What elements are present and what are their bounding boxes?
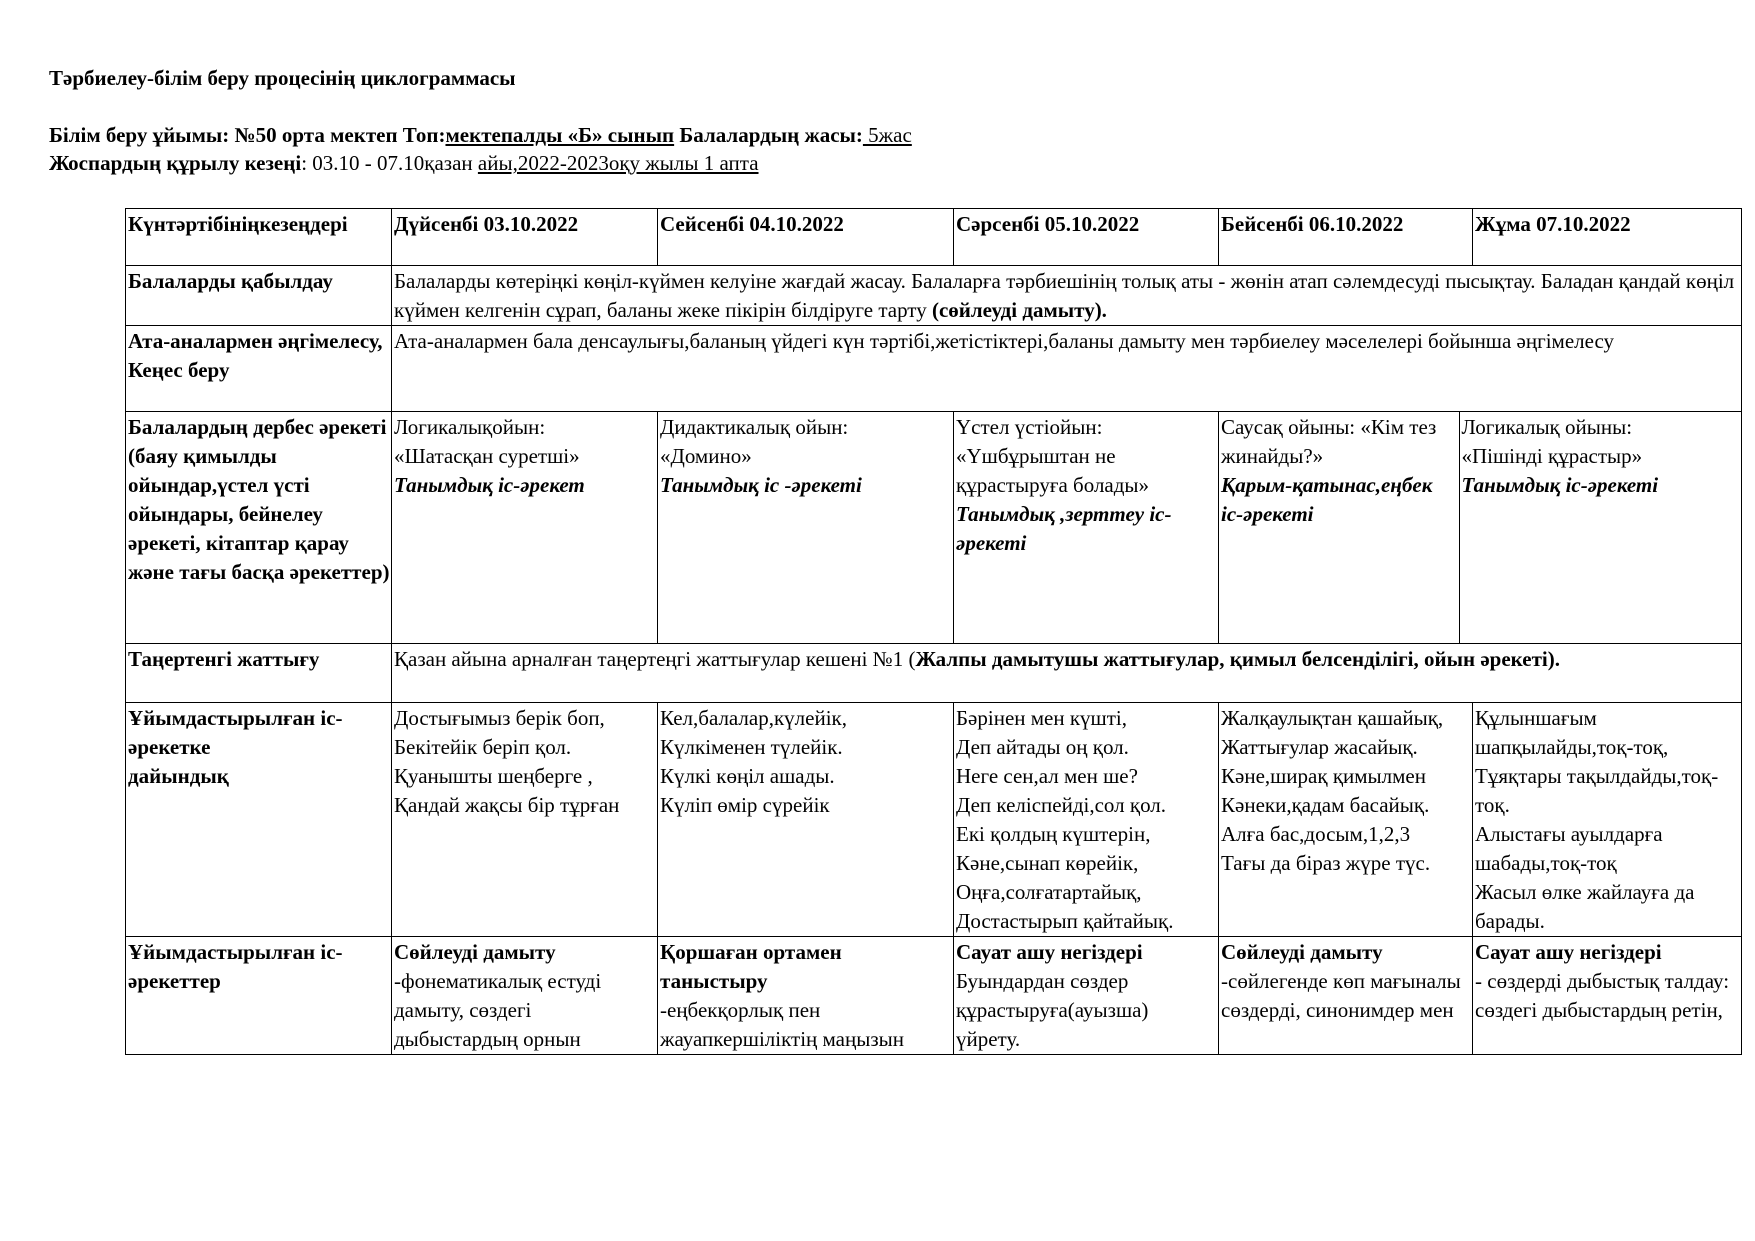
preparation-poem: Достығымыз берік боп, Бекітейік беріп қол. Қуанышты шеңберге , Қандай жақсы бір тұрған bbox=[392, 703, 658, 937]
age-value: 5жас bbox=[862, 123, 912, 147]
group-value: мектепалды «Б» сынып bbox=[445, 123, 675, 147]
stage-parents: Ата-аналармен әңгімелесу, Кеңес беру bbox=[126, 326, 392, 412]
independent-game: Үстел үстіойын: «Үшбұрыштан не құрастыруға болады» bbox=[956, 415, 1150, 497]
header-day: Бейсенбі 06.10.2022 bbox=[1219, 209, 1473, 266]
organized-subject: Сөйлеуді дамыту bbox=[394, 940, 556, 964]
organized-text: Буындардан сөздер құрастыруға(ауызша) үйрету. bbox=[956, 969, 1149, 1051]
org-label: Білім беру ұйымы: №50 орта мектеп Топ: bbox=[49, 123, 446, 147]
independent-activity: Танымдық іс -әрекеті bbox=[660, 473, 862, 497]
independent-game: Саусақ ойыны: «Кім тез жинайды?» bbox=[1221, 415, 1437, 468]
organized-cell bbox=[658, 937, 954, 1055]
independent-game: Логикалық ойыны: «Пішінді құрастыр» bbox=[1461, 415, 1643, 468]
period-label: Жоспардың құрылу кезеңі bbox=[49, 151, 302, 175]
independent-cell bbox=[658, 412, 954, 644]
organized-subject: Қоршаған ортамен таныстыру bbox=[660, 940, 842, 993]
organized-cell bbox=[954, 937, 1219, 1055]
table-header-row bbox=[126, 209, 1742, 266]
organized-text: -фонематикалық естуді дамыту, сөздегі дыбыстардың орнын bbox=[394, 969, 602, 1051]
table-row bbox=[126, 644, 1742, 703]
independent-split-cell bbox=[1219, 412, 1742, 644]
age-label: Балалардың жасы: bbox=[674, 123, 863, 147]
independent-activity: Танымдық іс-әрекет bbox=[394, 473, 585, 497]
independent-cell bbox=[1219, 412, 1459, 643]
organized-cell bbox=[392, 937, 658, 1055]
morning-bold: Жалпы дамытушы жаттығулар, қимыл белсенділігі, ойын әрекеті). bbox=[915, 647, 1560, 671]
header-stage: Күнтәртібініңкезеңдері bbox=[126, 209, 392, 266]
table-row bbox=[126, 703, 1742, 937]
morning-text: Қазан айына арналған таңертеңгі жаттығулар кешені №1 ( bbox=[394, 647, 916, 671]
meta-organization-line bbox=[49, 123, 912, 148]
page-title: Тәрбиелеу-білім беру процесінің циклограммасы bbox=[49, 66, 516, 90]
header-day: Сейсенбі 04.10.2022 bbox=[658, 209, 954, 266]
organized-subject: Сауат ашу негіздері bbox=[956, 940, 1143, 964]
reception-bold: (сөйлеуді дамыту). bbox=[931, 298, 1107, 322]
morning-text-cell bbox=[392, 644, 1742, 703]
independent-activity: Танымдық іс-әрекеті bbox=[1461, 473, 1659, 497]
independent-game: Логикалықойын: «Шатасқан суретші» bbox=[394, 415, 580, 468]
preparation-poem: Бәрінен мен күшті, Деп айтады оң қол. Неге сен,ал мен ше? Деп келіспейді,сол қол. Екі қолдың күштерін, Кәне,сынап көрейік, Оңға,солғатартайық, Достастырып қайтайық. bbox=[954, 703, 1219, 937]
reception-text: Балаларды көтеріңкі көңіл-күймен келуіне жағдай жасау. Балаларға тәрбиешінің толық аты - жөнін атап сәлемдесуді пысықтау. Баладан қандай көңіл күймен келгенін сұрап, баланы жеке пікірін білдіруге тарту bbox=[394, 269, 1735, 322]
stage-independent: Балалардың дербес әрекеті (баяу қимылды ойындар,үстел үсті ойындары, бейнелеу әрекеті, кітаптар қарау және тағы басқа әрекеттер) bbox=[126, 412, 392, 644]
cyclogram-table bbox=[125, 208, 1742, 1055]
independent-game: Дидактикалық ойын: «Домино» bbox=[660, 415, 849, 468]
period-dates: : 03.10 - 07.10қазан bbox=[301, 151, 478, 175]
parents-text: Ата-аналармен бала денсаулығы,баланың үйдегі күн тәртібі,жетістіктері,баланы дамыту мен тәрбиелеу мәселелері бойынша әңгімелесу bbox=[392, 326, 1742, 412]
period-value: айы,2022-2023оқу жылы 1 апта bbox=[477, 151, 759, 175]
organized-cell bbox=[1219, 937, 1473, 1055]
independent-cell bbox=[954, 412, 1219, 644]
organized-text: -сөйлегенде көп мағыналы сөздерді, синонимдер мен bbox=[1221, 969, 1461, 1022]
organized-subject: Сауат ашу негіздері bbox=[1475, 940, 1662, 964]
table-row bbox=[126, 266, 1742, 326]
header-day: Сәрсенбі 05.10.2022 bbox=[954, 209, 1219, 266]
preparation-poem: Жалқаулықтан қашайық, Жаттығулар жасайық. Кәне,ширақ қимылмен Кәнеки,қадам басайық. Алға бас,досым,1,2,3 Тағы да біраз жүре түс. bbox=[1219, 703, 1473, 937]
table-row bbox=[126, 937, 1742, 1055]
independent-cell bbox=[1459, 412, 1741, 643]
stage-reception: Балаларды қабылдау bbox=[126, 266, 392, 326]
stage-preparation: Ұйымдастырылған іс-әрекетке дайындық bbox=[126, 703, 392, 937]
meta-period-line bbox=[49, 151, 759, 176]
organized-subject: Сөйлеуді дамыту bbox=[1221, 940, 1383, 964]
stage-morning: Таңертенгі жаттығу bbox=[126, 644, 392, 703]
table-row bbox=[126, 326, 1742, 412]
organized-text: -еңбекқорлық пен жауапкершіліктің маңызын bbox=[660, 998, 904, 1051]
header-day: Жұма 07.10.2022 bbox=[1473, 209, 1742, 266]
header-day: Дүйсенбі 03.10.2022 bbox=[392, 209, 658, 266]
independent-activity: Қарым-қатынас,еңбек іс-әрекеті bbox=[1221, 473, 1433, 526]
preparation-poem: Кел,балалар,күлейік, Күлкіменен түлейік. Күлкі көңіл ашады. Күліп өмір сүрейік bbox=[658, 703, 954, 937]
organized-text: - сөздерді дыбыстық талдау: сөздегі дыбыстардың ретін, bbox=[1475, 969, 1730, 1022]
preparation-poem: Құлыншағым шапқылайды,тоқ-тоқ, Тұяқтары тақылдайды,тоқ-тоқ. Алыстағы ауылдарға шабады,тоқ-тоқ Жасыл өлке жайлауға да барады. bbox=[1473, 703, 1742, 937]
independent-activity: Танымдық ,зерттеу іс-әрекеті bbox=[956, 502, 1172, 555]
table-row bbox=[126, 412, 1742, 644]
reception-text-cell bbox=[392, 266, 1742, 326]
organized-cell bbox=[1473, 937, 1742, 1055]
stage-organized: Ұйымдастырылған іс-әрекеттер bbox=[126, 937, 392, 1055]
independent-cell bbox=[392, 412, 658, 644]
